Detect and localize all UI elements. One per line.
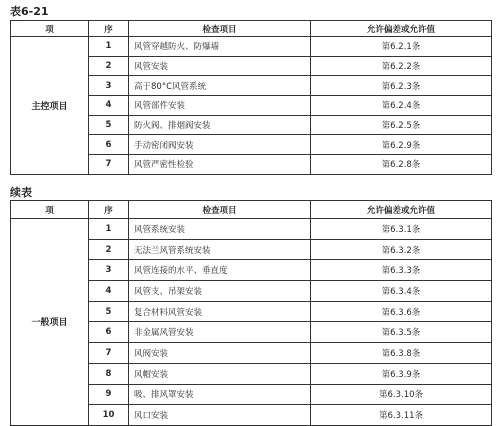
row-rule: 第6.3.3条 <box>311 260 492 281</box>
row-seq: 4 <box>89 281 129 302</box>
header-item: 检查项目 <box>129 201 311 219</box>
table-row <box>11 37 492 57</box>
row-rule: 第6.2.8条 <box>311 155 492 175</box>
row-seq: 7 <box>89 155 129 175</box>
row-rule: 第6.3.8条 <box>311 343 492 364</box>
row-seq: 5 <box>89 301 129 322</box>
header-group: 项 <box>11 21 89 37</box>
row-seq: 3 <box>89 260 129 281</box>
row-item: 防火阀、排烟阀安装 <box>129 115 311 135</box>
row-item: 风管系统安装 <box>129 219 311 240</box>
row-rule: 第6.3.6条 <box>311 301 492 322</box>
row-item: 非金属风管安装 <box>129 322 311 343</box>
row-rule: 第6.2.4条 <box>311 96 492 116</box>
row-item: 风管部件安装 <box>129 96 311 116</box>
row-item: 风管连接的水平、垂直度 <box>129 260 311 281</box>
row-rule: 第6.2.1条 <box>311 37 492 57</box>
header-seq: 序 <box>89 201 129 219</box>
header-rule: 允许偏差或允许值 <box>311 21 492 37</box>
row-seq: 9 <box>89 384 129 405</box>
row-item: 复合材料风管安装 <box>129 301 311 322</box>
row-item: 风口安装 <box>129 405 311 426</box>
row-item: 无法兰风管系统安装 <box>129 239 311 260</box>
row-item: 高于80°C风管系统 <box>129 76 311 96</box>
group-label: 主控项目 <box>11 37 89 175</box>
table1-caption: 表6-21 <box>10 5 49 18</box>
row-rule: 第6.3.10条 <box>311 384 492 405</box>
row-rule: 第6.2.3条 <box>311 76 492 96</box>
header-rule: 允许偏差或允许值 <box>311 201 492 219</box>
row-item: 风阀安装 <box>129 343 311 364</box>
table-header-row <box>11 21 492 37</box>
table-row <box>11 219 492 240</box>
row-item: 风管支、吊架安装 <box>129 281 311 302</box>
group-label: 一般项目 <box>11 219 89 426</box>
row-seq: 1 <box>89 219 129 240</box>
row-rule: 第6.2.2条 <box>311 56 492 76</box>
row-rule: 第6.3.9条 <box>311 363 492 384</box>
row-seq: 1 <box>89 37 129 57</box>
row-rule: 第6.3.1条 <box>311 219 492 240</box>
row-item: 风管安装 <box>129 56 311 76</box>
table-header-row <box>11 201 492 219</box>
header-item: 检查项目 <box>129 21 311 37</box>
row-rule: 第6.3.11条 <box>311 405 492 426</box>
row-rule: 第6.3.4条 <box>311 281 492 302</box>
row-rule: 第6.2.5条 <box>311 115 492 135</box>
row-rule: 第6.3.5条 <box>311 322 492 343</box>
row-item: 风管严密性检验 <box>129 155 311 175</box>
row-seq: 6 <box>89 322 129 343</box>
row-seq: 2 <box>89 56 129 76</box>
row-item: 吸、排风罩安装 <box>129 384 311 405</box>
table2-caption: 续表 <box>10 186 32 199</box>
row-seq: 7 <box>89 343 129 364</box>
row-seq: 5 <box>89 115 129 135</box>
row-item: 风管穿越防火、防爆墙 <box>129 37 311 57</box>
row-seq: 3 <box>89 76 129 96</box>
row-item: 手动密闭阀安装 <box>129 135 311 155</box>
row-seq: 8 <box>89 363 129 384</box>
row-item: 风帽安装 <box>129 363 311 384</box>
row-seq: 2 <box>89 239 129 260</box>
main-control-items-table <box>10 20 492 175</box>
general-items-table <box>10 200 492 426</box>
row-seq: 4 <box>89 96 129 116</box>
row-seq: 6 <box>89 135 129 155</box>
row-rule: 第6.2.9条 <box>311 135 492 155</box>
row-seq: 10 <box>89 405 129 426</box>
header-seq: 序 <box>89 21 129 37</box>
header-group: 项 <box>11 201 89 219</box>
row-rule: 第6.3.2条 <box>311 239 492 260</box>
